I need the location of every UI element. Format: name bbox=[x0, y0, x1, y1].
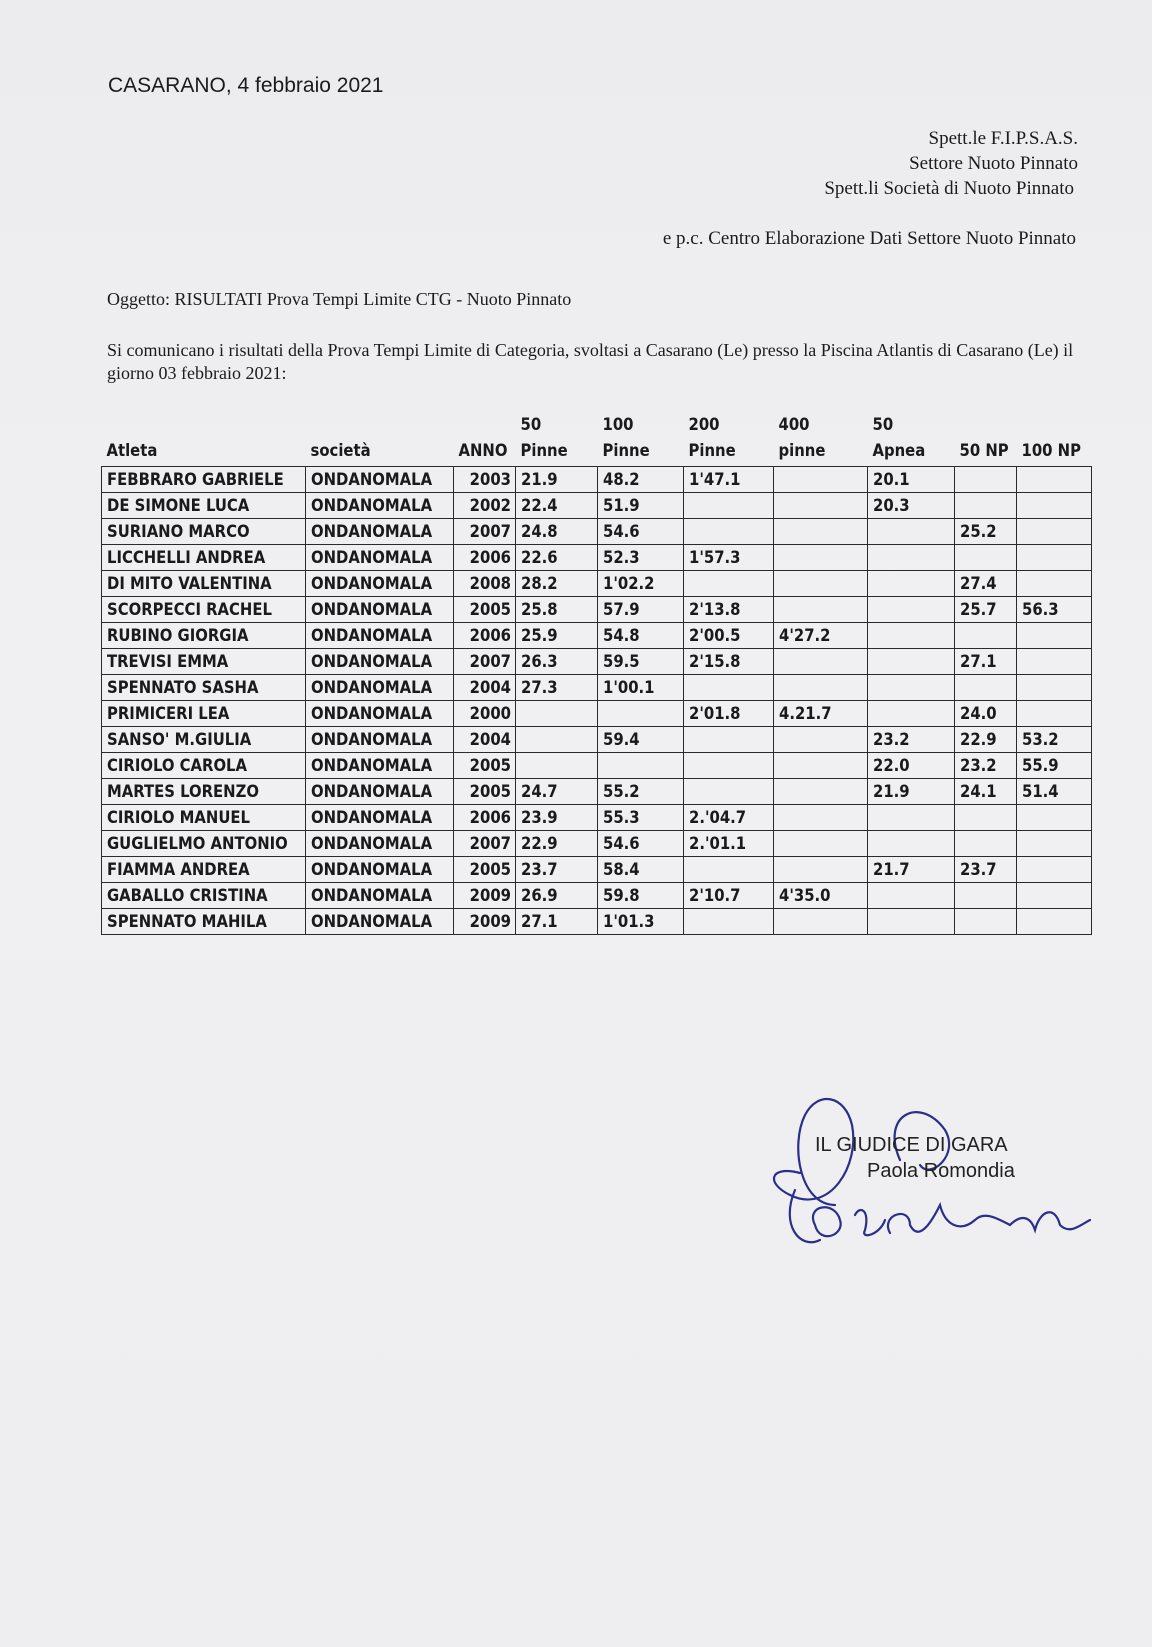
column-header-label: 50 NP bbox=[959, 441, 1009, 460]
time-50-pinne: 28.2 bbox=[516, 571, 598, 597]
table-row bbox=[102, 675, 1092, 701]
time-100-pinne bbox=[598, 701, 684, 727]
athlete-name: CIRIOLO MANUEL bbox=[102, 805, 306, 831]
results-table bbox=[101, 412, 1092, 935]
time-400-pinne: 4.21.7 bbox=[774, 701, 868, 727]
time-50-np bbox=[955, 909, 1017, 935]
year: 2007 bbox=[454, 649, 516, 675]
time-100-pinne: 54.6 bbox=[598, 831, 684, 857]
athlete-name: SURIANO MARCO bbox=[102, 519, 306, 545]
time-50-np bbox=[955, 883, 1017, 909]
time-50-np: 27.1 bbox=[955, 649, 1017, 675]
column-header-label: Pinne bbox=[520, 441, 568, 460]
time-50-pinne: 22.9 bbox=[516, 831, 598, 857]
time-400-pinne bbox=[774, 857, 868, 883]
time-200-pinne bbox=[684, 909, 774, 935]
time-200-pinne: 2.'01.1 bbox=[684, 831, 774, 857]
table-row bbox=[102, 909, 1092, 935]
column-header-top bbox=[311, 412, 450, 438]
time-200-pinne bbox=[684, 727, 774, 753]
time-50-apnea bbox=[868, 649, 955, 675]
time-50-np: 25.7 bbox=[955, 597, 1017, 623]
time-50-apnea bbox=[868, 805, 955, 831]
time-400-pinne bbox=[774, 519, 868, 545]
time-400-pinne: 4'35.0 bbox=[774, 883, 868, 909]
recipient-line: Spett.li Società di Nuoto Pinnato bbox=[824, 178, 1074, 199]
time-50-np: 23.7 bbox=[955, 857, 1017, 883]
column-header bbox=[102, 412, 306, 467]
time-100-pinne bbox=[598, 753, 684, 779]
time-50-pinne: 21.9 bbox=[516, 467, 598, 493]
time-50-apnea: 20.1 bbox=[868, 467, 955, 493]
time-50-np bbox=[955, 805, 1017, 831]
column-header-label: 100 NP bbox=[1021, 441, 1081, 460]
column-header-label: Pinne bbox=[602, 441, 650, 460]
table-row bbox=[102, 779, 1092, 805]
time-50-np: 27.4 bbox=[955, 571, 1017, 597]
column-header bbox=[684, 412, 774, 467]
year: 2003 bbox=[454, 467, 516, 493]
time-100-pinne: 59.5 bbox=[598, 649, 684, 675]
time-200-pinne bbox=[684, 675, 774, 701]
time-50-apnea bbox=[868, 571, 955, 597]
recipient-line: Spett.le F.I.P.S.A.S. bbox=[928, 128, 1078, 149]
time-50-pinne: 27.3 bbox=[516, 675, 598, 701]
time-200-pinne bbox=[684, 519, 774, 545]
table-row bbox=[102, 519, 1092, 545]
column-header-top: 400 bbox=[778, 415, 810, 434]
time-200-pinne: 2'13.8 bbox=[684, 597, 774, 623]
time-100-pinne: 55.2 bbox=[598, 779, 684, 805]
time-400-pinne bbox=[774, 597, 868, 623]
club: ONDANOMALA bbox=[306, 753, 454, 779]
column-header-top: 200 bbox=[688, 415, 720, 434]
year: 2006 bbox=[454, 623, 516, 649]
time-100-np bbox=[1017, 831, 1092, 857]
year: 2008 bbox=[454, 571, 516, 597]
time-50-apnea bbox=[868, 831, 955, 857]
athlete-name: PRIMICERI LEA bbox=[102, 701, 306, 727]
time-50-apnea bbox=[868, 675, 955, 701]
athlete-name: RUBINO GIORGIA bbox=[102, 623, 306, 649]
time-400-pinne bbox=[774, 805, 868, 831]
time-100-pinne: 54.8 bbox=[598, 623, 684, 649]
club: ONDANOMALA bbox=[306, 909, 454, 935]
athlete-name: CIRIOLO CAROLA bbox=[102, 753, 306, 779]
time-100-np: 53.2 bbox=[1017, 727, 1092, 753]
time-50-apnea bbox=[868, 701, 955, 727]
year: 2005 bbox=[454, 857, 516, 883]
time-50-np: 25.2 bbox=[955, 519, 1017, 545]
time-400-pinne bbox=[774, 909, 868, 935]
athlete-name: GUGLIELMO ANTONIO bbox=[102, 831, 306, 857]
time-50-pinne: 22.4 bbox=[516, 493, 598, 519]
signature-title: IL GIUDICE DI GARA bbox=[815, 1134, 1008, 1156]
table-row bbox=[102, 805, 1092, 831]
column-header bbox=[306, 412, 454, 467]
athlete-name: SPENNATO MAHILA bbox=[102, 909, 306, 935]
year: 2005 bbox=[454, 753, 516, 779]
time-50-pinne: 23.7 bbox=[516, 857, 598, 883]
club: ONDANOMALA bbox=[306, 493, 454, 519]
time-50-np bbox=[955, 467, 1017, 493]
table-row bbox=[102, 467, 1092, 493]
time-200-pinne: 2'00.5 bbox=[684, 623, 774, 649]
time-100-pinne: 48.2 bbox=[598, 467, 684, 493]
club: ONDANOMALA bbox=[306, 571, 454, 597]
year: 2007 bbox=[454, 519, 516, 545]
time-100-pinne: 52.3 bbox=[598, 545, 684, 571]
column-header bbox=[868, 412, 955, 467]
time-50-apnea bbox=[868, 909, 955, 935]
athlete-name: LICCHELLI ANDREA bbox=[102, 545, 306, 571]
club: ONDANOMALA bbox=[306, 727, 454, 753]
column-header bbox=[454, 412, 516, 467]
column-header-label: Pinne bbox=[688, 441, 736, 460]
athlete-name: DE SIMONE LUCA bbox=[102, 493, 306, 519]
club: ONDANOMALA bbox=[306, 623, 454, 649]
time-50-pinne: 26.9 bbox=[516, 883, 598, 909]
time-100-pinne: 55.3 bbox=[598, 805, 684, 831]
table-header-row bbox=[102, 412, 1092, 467]
column-header-label: ANNO bbox=[458, 441, 508, 460]
time-100-np bbox=[1017, 675, 1092, 701]
time-50-pinne: 22.6 bbox=[516, 545, 598, 571]
time-50-apnea: 22.0 bbox=[868, 753, 955, 779]
time-400-pinne: 4'27.2 bbox=[774, 623, 868, 649]
time-100-np: 56.3 bbox=[1017, 597, 1092, 623]
column-header bbox=[598, 412, 684, 467]
column-header bbox=[955, 412, 1017, 467]
table-row bbox=[102, 831, 1092, 857]
athlete-name: TREVISI EMMA bbox=[102, 649, 306, 675]
time-400-pinne bbox=[774, 649, 868, 675]
signature-scribble bbox=[760, 1085, 1152, 1285]
time-400-pinne bbox=[774, 467, 868, 493]
column-header bbox=[1017, 412, 1092, 467]
year: 2009 bbox=[454, 883, 516, 909]
time-50-apnea bbox=[868, 519, 955, 545]
time-50-pinne: 25.8 bbox=[516, 597, 598, 623]
time-50-apnea bbox=[868, 597, 955, 623]
year: 2000 bbox=[454, 701, 516, 727]
time-100-np bbox=[1017, 519, 1092, 545]
club: ONDANOMALA bbox=[306, 597, 454, 623]
column-header-top bbox=[1022, 412, 1088, 438]
time-100-pinne: 54.6 bbox=[598, 519, 684, 545]
year: 2002 bbox=[454, 493, 516, 519]
time-50-pinne: 24.8 bbox=[516, 519, 598, 545]
time-100-pinne: 57.9 bbox=[598, 597, 684, 623]
time-50-apnea: 21.9 bbox=[868, 779, 955, 805]
cc-line: e p.c. Centro Elaborazione Dati Settore Nuoto Pinnato bbox=[662, 228, 1076, 249]
time-200-pinne: 2'15.8 bbox=[684, 649, 774, 675]
column-header-top: 100 bbox=[602, 415, 634, 434]
time-50-apnea bbox=[868, 623, 955, 649]
column-header-top bbox=[459, 412, 512, 438]
time-100-pinne: 59.8 bbox=[598, 883, 684, 909]
time-100-np bbox=[1017, 857, 1092, 883]
year: 2004 bbox=[454, 727, 516, 753]
time-200-pinne: 2'10.7 bbox=[684, 883, 774, 909]
athlete-name: MARTES LORENZO bbox=[102, 779, 306, 805]
time-100-pinne: 1'02.2 bbox=[598, 571, 684, 597]
column-header-top: 50 bbox=[872, 415, 894, 434]
time-100-pinne: 1'00.1 bbox=[598, 675, 684, 701]
time-100-np bbox=[1017, 649, 1092, 675]
table-row bbox=[102, 597, 1092, 623]
time-50-pinne bbox=[516, 727, 598, 753]
date-line: CASARANO, 4 febbraio 2021 bbox=[108, 74, 384, 97]
club: ONDANOMALA bbox=[306, 883, 454, 909]
subject-line: Oggetto: RISULTATI Prova Tempi Limite CTG - Nuoto Pinnato bbox=[107, 289, 572, 309]
club: ONDANOMALA bbox=[306, 779, 454, 805]
time-200-pinne bbox=[684, 857, 774, 883]
time-50-apnea: 21.7 bbox=[868, 857, 955, 883]
time-200-pinne: 2.'04.7 bbox=[684, 805, 774, 831]
athlete-name: SPENNATO SASHA bbox=[102, 675, 306, 701]
time-50-np: 23.2 bbox=[955, 753, 1017, 779]
time-200-pinne: 1'57.3 bbox=[684, 545, 774, 571]
column-header-label: Atleta bbox=[106, 441, 158, 460]
column-header-label: pinne bbox=[778, 441, 826, 460]
year: 2006 bbox=[454, 545, 516, 571]
time-400-pinne bbox=[774, 727, 868, 753]
time-100-np bbox=[1017, 623, 1092, 649]
column-header-top: 50 bbox=[520, 415, 542, 434]
year: 2007 bbox=[454, 831, 516, 857]
time-100-np: 55.9 bbox=[1017, 753, 1092, 779]
time-200-pinne bbox=[684, 493, 774, 519]
athlete-name: FIAMMA ANDREA bbox=[102, 857, 306, 883]
club: ONDANOMALA bbox=[306, 805, 454, 831]
time-100-np bbox=[1017, 701, 1092, 727]
athlete-name: SCORPECCI RACHEL bbox=[102, 597, 306, 623]
table-row bbox=[102, 727, 1092, 753]
time-100-np bbox=[1017, 909, 1092, 935]
year: 2005 bbox=[454, 597, 516, 623]
club: ONDANOMALA bbox=[306, 675, 454, 701]
time-200-pinne: 1'47.1 bbox=[684, 467, 774, 493]
time-50-apnea: 23.2 bbox=[868, 727, 955, 753]
column-header-top bbox=[107, 412, 302, 438]
table-row bbox=[102, 623, 1092, 649]
time-400-pinne bbox=[774, 831, 868, 857]
time-100-pinne: 59.4 bbox=[598, 727, 684, 753]
year: 2009 bbox=[454, 909, 516, 935]
intro-paragraph: Si comunicano i risultati della Prova Tempi Limite di Categoria, svoltasi a Casarano (Le) presso la Piscina Atlantis di Casarano (Le) il giorno 03 febbraio 2021: bbox=[107, 340, 1074, 383]
column-header bbox=[774, 412, 868, 467]
year: 2004 bbox=[454, 675, 516, 701]
table-row bbox=[102, 857, 1092, 883]
time-200-pinne bbox=[684, 753, 774, 779]
time-50-np: 24.0 bbox=[955, 701, 1017, 727]
club: ONDANOMALA bbox=[306, 519, 454, 545]
table-row bbox=[102, 701, 1092, 727]
time-200-pinne: 2'01.8 bbox=[684, 701, 774, 727]
time-100-np bbox=[1017, 571, 1092, 597]
table-row bbox=[102, 649, 1092, 675]
time-100-np bbox=[1017, 493, 1092, 519]
time-50-np bbox=[955, 675, 1017, 701]
time-400-pinne bbox=[774, 545, 868, 571]
club: ONDANOMALA bbox=[306, 701, 454, 727]
time-100-pinne: 51.9 bbox=[598, 493, 684, 519]
column-header bbox=[516, 412, 598, 467]
time-50-apnea bbox=[868, 545, 955, 571]
athlete-name: SANSO' M.GIULIA bbox=[102, 727, 306, 753]
time-400-pinne bbox=[774, 753, 868, 779]
time-50-np bbox=[955, 831, 1017, 857]
club: ONDANOMALA bbox=[306, 545, 454, 571]
recipient-line: Settore Nuoto Pinnato bbox=[909, 153, 1078, 174]
time-400-pinne bbox=[774, 571, 868, 597]
time-100-pinne: 58.4 bbox=[598, 857, 684, 883]
time-100-np bbox=[1017, 883, 1092, 909]
time-50-np bbox=[955, 545, 1017, 571]
table-row bbox=[102, 571, 1092, 597]
table-row bbox=[102, 493, 1092, 519]
column-header-label: società bbox=[310, 441, 371, 460]
time-50-apnea: 20.3 bbox=[868, 493, 955, 519]
time-200-pinne bbox=[684, 571, 774, 597]
athlete-name: DI MITO VALENTINA bbox=[102, 571, 306, 597]
time-50-np bbox=[955, 623, 1017, 649]
time-50-np: 24.1 bbox=[955, 779, 1017, 805]
time-50-apnea bbox=[868, 883, 955, 909]
time-200-pinne bbox=[684, 779, 774, 805]
time-50-pinne bbox=[516, 753, 598, 779]
time-50-pinne: 24.7 bbox=[516, 779, 598, 805]
time-400-pinne bbox=[774, 675, 868, 701]
time-100-np bbox=[1017, 545, 1092, 571]
club: ONDANOMALA bbox=[306, 831, 454, 857]
time-100-pinne: 1'01.3 bbox=[598, 909, 684, 935]
time-50-pinne: 23.9 bbox=[516, 805, 598, 831]
time-400-pinne bbox=[774, 493, 868, 519]
year: 2005 bbox=[454, 779, 516, 805]
time-50-pinne: 25.9 bbox=[516, 623, 598, 649]
table-row bbox=[102, 883, 1092, 909]
table-row bbox=[102, 753, 1092, 779]
column-header-top bbox=[960, 412, 1013, 438]
club: ONDANOMALA bbox=[306, 649, 454, 675]
club: ONDANOMALA bbox=[306, 467, 454, 493]
signature-name: Paola Romondia bbox=[867, 1160, 1015, 1182]
time-100-np bbox=[1017, 467, 1092, 493]
time-400-pinne bbox=[774, 779, 868, 805]
column-header-label: Apnea bbox=[872, 441, 926, 460]
time-50-pinne: 27.1 bbox=[516, 909, 598, 935]
year: 2006 bbox=[454, 805, 516, 831]
time-100-np: 51.4 bbox=[1017, 779, 1092, 805]
athlete-name: GABALLO CRISTINA bbox=[102, 883, 306, 909]
time-50-pinne bbox=[516, 701, 598, 727]
table-row bbox=[102, 545, 1092, 571]
time-50-np bbox=[955, 493, 1017, 519]
time-100-np bbox=[1017, 805, 1092, 831]
athlete-name: FEBBRARO GABRIELE bbox=[102, 467, 306, 493]
club: ONDANOMALA bbox=[306, 857, 454, 883]
time-50-np: 22.9 bbox=[955, 727, 1017, 753]
time-50-pinne: 26.3 bbox=[516, 649, 598, 675]
